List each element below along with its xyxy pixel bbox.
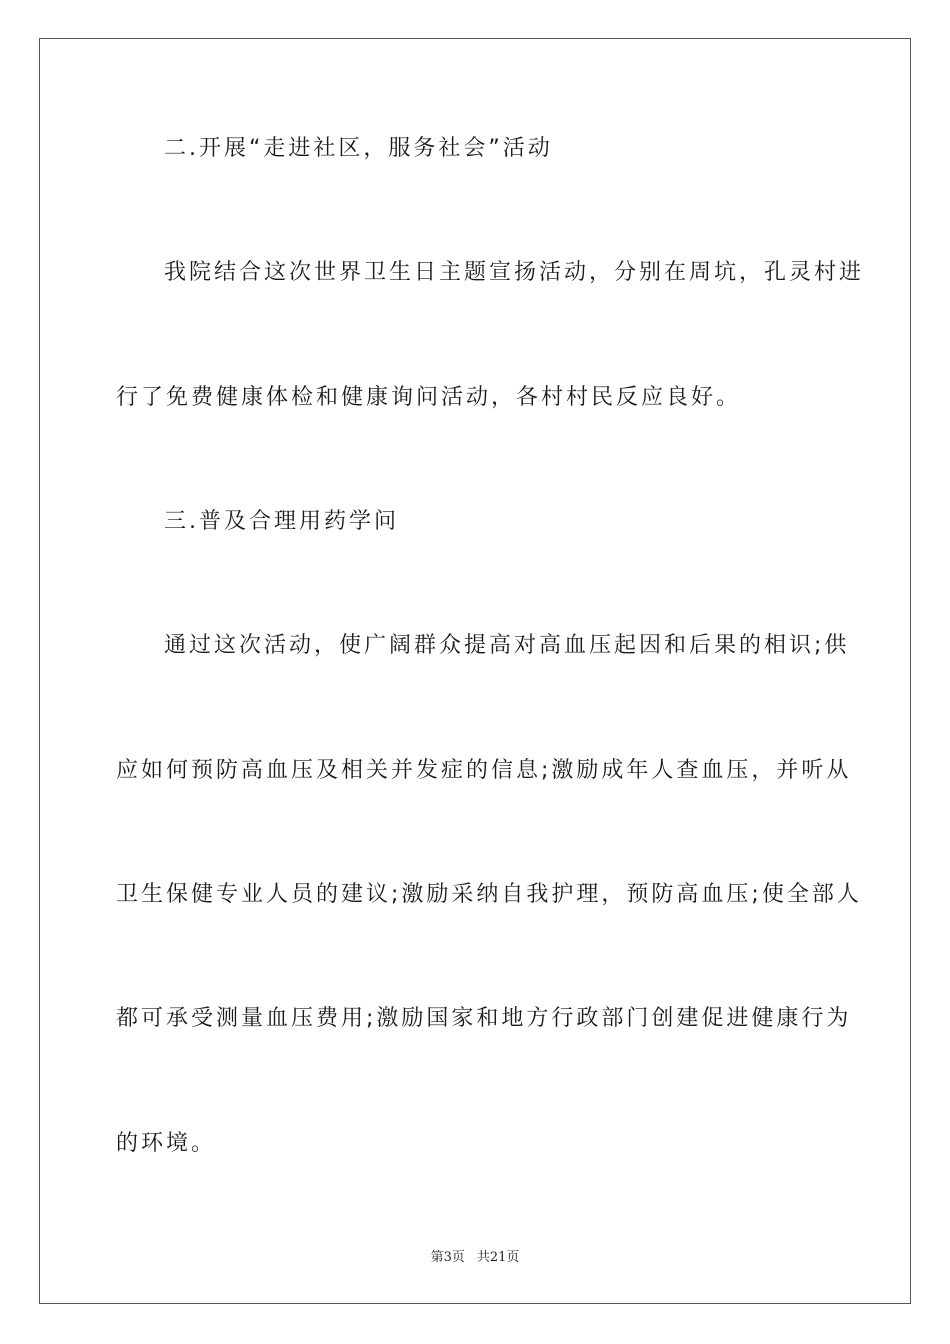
paragraph-line: 卫生保健专业人员的建议;激励采纳自我护理，预防高血压;使全部人 xyxy=(116,882,862,907)
section-heading-2: 二.开展“走进社区，服务社会”活动 xyxy=(164,136,553,161)
paragraph-line: 通过这次活动，使广阔群众提高对高血压起因和后果的相识;供 xyxy=(164,633,850,658)
section-heading-3: 三.普及合理用药学问 xyxy=(164,509,399,534)
paragraph-line: 都可承受测量血压费用;激励国家和地方行政部门创建促进健康行为 xyxy=(116,1006,852,1031)
paragraph-line: 我院结合这次世界卫生日主题宣扬活动，分别在周坑，孔灵村进 xyxy=(164,260,865,285)
page-frame xyxy=(39,38,911,1304)
paragraph-line: 行了免费健康体检和健康询问活动，各村村民反应良好。 xyxy=(116,385,742,410)
page-footer xyxy=(0,1246,950,1265)
page-number-total: 共21页 xyxy=(476,1250,520,1265)
paragraph-line: 的环境。 xyxy=(116,1131,217,1156)
page-number-current: 第3页 xyxy=(430,1250,465,1265)
paragraph-line: 应如何预防高血压及相关并发症的信息;激励成年人查血压，并听从 xyxy=(116,758,852,783)
